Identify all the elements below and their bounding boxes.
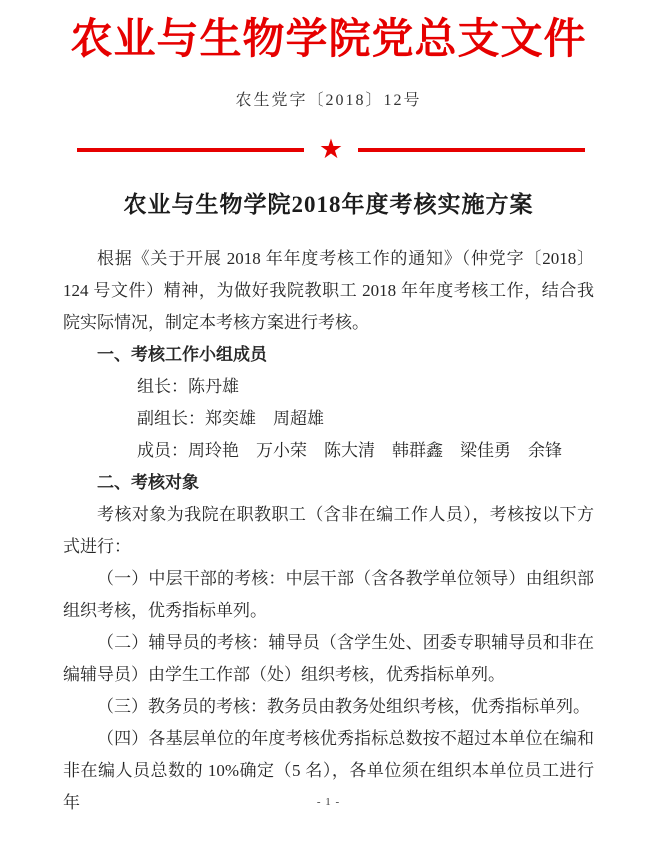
- page-number: - 1 -: [316, 796, 341, 808]
- red-line-right: [358, 148, 585, 152]
- document-number: 农生党字〔2018〕12号: [235, 92, 422, 109]
- paragraph-intro: 根据《关于开展 2018 年年度考核工作的通知》（仲党字〔2018〕124 号文件）精神，为做好我院教职工 2018 年年度考核工作，结合我院实际情况，制定本考核方案进行考核。: [63, 249, 594, 332]
- star-icon: ★: [318, 133, 344, 164]
- section-heading-1: 一、考核工作小组成员: [97, 345, 267, 364]
- section-heading-2: 二、考核对象: [97, 473, 199, 492]
- deputy-leader-line: 副组长：郑奕雄 周超雄: [137, 409, 324, 428]
- red-header-title: 农业与生物学院党总支文件: [70, 17, 587, 63]
- red-line-left: [77, 148, 304, 152]
- document-title: 农业与生物学院2018年度考核实施方案: [123, 192, 534, 217]
- paragraph-item-1: （一）中层干部的考核：中层干部（含各教学单位领导）由组织部组织考核，优秀指标单列。: [63, 569, 594, 620]
- paragraph-item-3: （三）教务员的考核：教务员由教务处组织考核，优秀指标单列。: [97, 697, 590, 716]
- paragraph-item-4: （四）各基层单位的年度考核优秀指标总数按不超过本单位在编和非在编人员总数的 10%确定（5 名），各单位须在组织本单位员工进行年: [63, 729, 594, 812]
- group-leader-line: 组长：陈丹雄: [137, 377, 239, 396]
- paragraph-scope: 考核对象为我院在职教职工（含非在编工作人员），考核按以下方式进行：: [63, 505, 594, 556]
- red-divider: [77, 133, 585, 164]
- members-line: 成员：周玲艳 万小荣 陈大清 韩群鑫 梁佳勇 余锋: [137, 441, 562, 460]
- paragraph-item-2: （二）辅导员的考核：辅导员（含学生处、团委专职辅导员和非在编辅导员）由学生工作部（处）组织考核，优秀指标单列。: [63, 633, 594, 684]
- document-body: [63, 243, 594, 819]
